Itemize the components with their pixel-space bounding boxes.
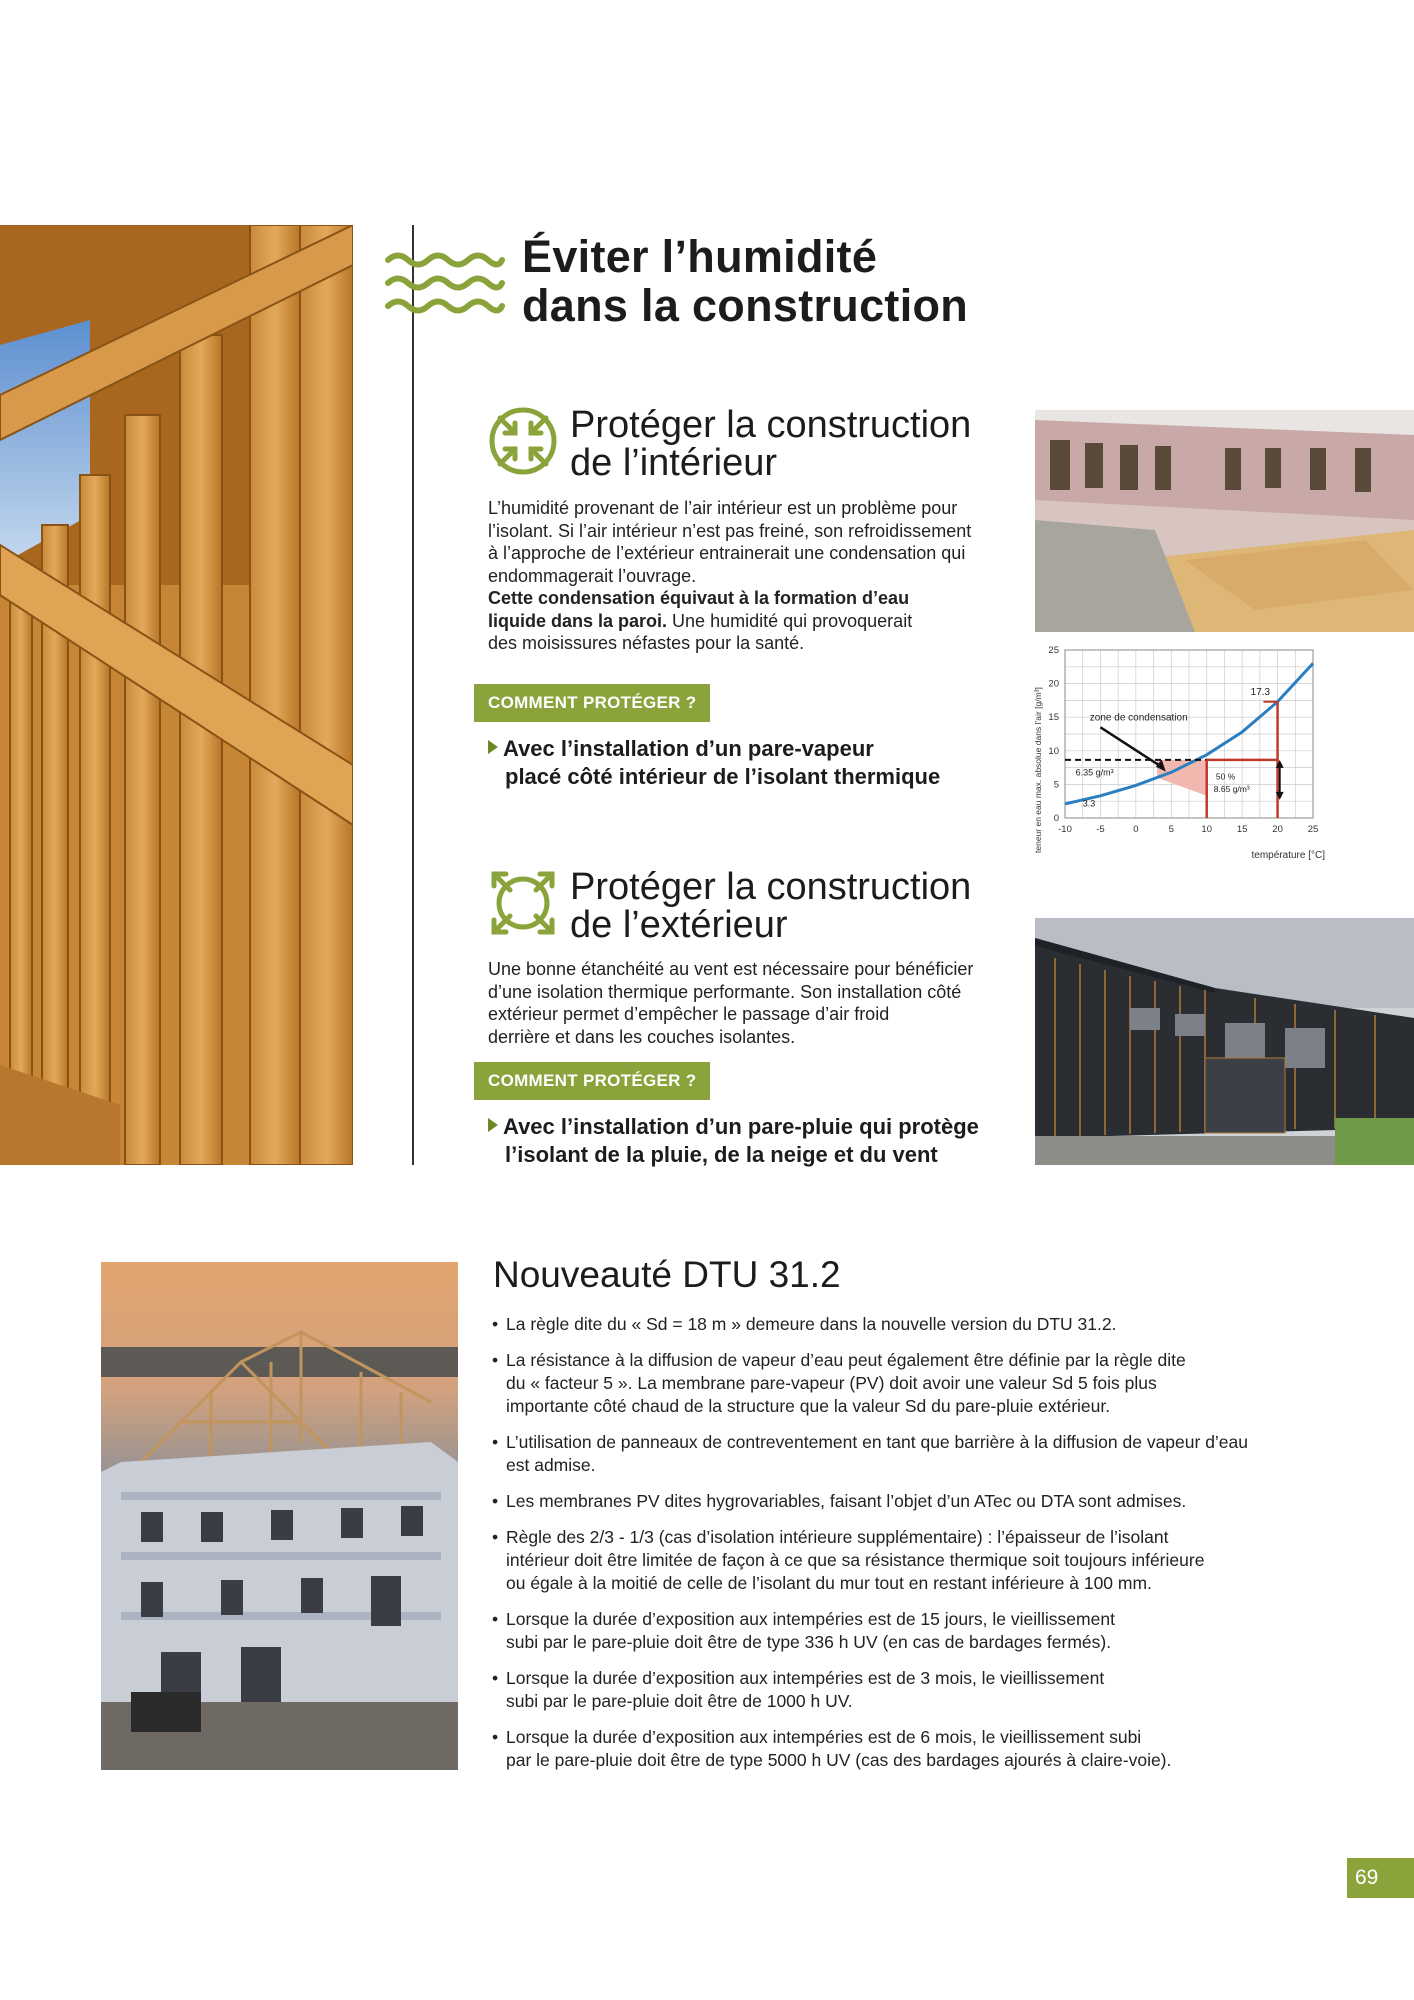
exterior-building-photo xyxy=(1035,918,1414,1165)
x-tick-label: 15 xyxy=(1236,824,1248,835)
list-item: • L’utilisation de panneaux de contreventement en tant que barrière à la diffusion de vapeur d’eau est admise. xyxy=(490,1431,1320,1477)
list-item: • La règle dite du « Sd = 18 m » demeure dans la nouvelle version du DTU 31.2. xyxy=(490,1313,1320,1336)
list-item: • Règle des 2/3 - 1/3 (cas d’isolation intérieure supplémentaire) : l’épaisseur de l’isolant intérieur doit être limitée de façon à ce que sa résistance thermique soit toujours inférieure ou égale à la moitié de celle de l’isolant du mur tout en restant inférieure à 100 mm. xyxy=(490,1526,1320,1595)
label-17-3: 17.3 xyxy=(1250,687,1271,699)
y-tick-label: 5 xyxy=(1053,779,1059,791)
label-8-65: 8.65 g/m³ xyxy=(1213,783,1250,794)
x-tick-label: 25 xyxy=(1307,824,1319,835)
waves-icon xyxy=(385,246,505,321)
x-tick-label: 0 xyxy=(1133,824,1139,835)
arrows-inward-icon xyxy=(488,406,558,476)
section-title-exterior: Protéger la construction de l’extérieur xyxy=(570,866,972,946)
x-tick-label: 5 xyxy=(1168,824,1174,835)
list-item: • La résistance à la diffusion de vapeur d’eau peut également être définie par la règle dite du « facteur 5 ». La membrane pare-vapeur (PV) doit avoir une valeur Sd 5 fois plus importante côté chaud de la structure que la valeur Sd du pare-pluie extérieur. xyxy=(490,1349,1320,1418)
dtu-title: Nouveauté DTU 31.2 xyxy=(493,1254,841,1295)
arrows-outward-icon xyxy=(488,868,558,938)
x-tick-label: -5 xyxy=(1096,824,1105,835)
condensation-chart xyxy=(1030,640,1335,865)
interior-paragraph: L’humidité provenant de l’air intérieur est un problème pour l’isolant. Si l’air intérieur n’est pas freiné, son refroidissement à l’approche de l’extérieur entrainerait une condensation qui endommagerait l’ouvrage. Cette condensation équivaut à la formation d’eau liquide dans la paroi. Une humidité qui provoquerait des moisissures néfastes pour la santé. xyxy=(488,498,972,653)
y-tick-label: 0 xyxy=(1053,813,1059,824)
comment-proteger-button-interior[interactable]: COMMENT PROTÉGER ? xyxy=(474,684,710,722)
section-title-interior: Protéger la construction de l’intérieur xyxy=(570,404,972,484)
y-tick-label: 10 xyxy=(1048,745,1059,757)
list-item: • Les membranes PV dites hygrovariables, faisant l’objet d’un ATec ou DTA sont admises. xyxy=(490,1490,1320,1513)
bullet-triangle-icon xyxy=(488,740,498,754)
condensation-zone-fill xyxy=(1157,760,1207,796)
bullet-triangle-icon xyxy=(488,1118,498,1132)
x-axis-label: température [°C] xyxy=(1251,850,1325,861)
list-item: • Lorsque la durée d’exposition aux intempéries est de 3 mois, le vieillissement subi par le pare-pluie doit être de 1000 h UV. xyxy=(490,1667,1320,1713)
exterior-solution: Avec l’installation d’un pare-pluie qui protège l’isolant de la pluie, de la neige et du vent xyxy=(488,1113,979,1169)
x-tick-label: 10 xyxy=(1201,824,1213,835)
page-number: 69 xyxy=(1347,1858,1414,1898)
construction-site-photo xyxy=(101,1262,458,1770)
divider-line xyxy=(412,225,414,1165)
y-tick-label: 25 xyxy=(1048,645,1059,656)
exterior-paragraph: Une bonne étanchéité au vent est nécessaire pour bénéficier d’une isolation thermique performante. Son installation côté extérieur permet d’empêcher le passage d’air froid derrière et dans les couches isolantes. xyxy=(488,959,974,1047)
list-item: • Lorsque la durée d’exposition aux intempéries est de 6 mois, le vieillissement subi par le pare-pluie doit être de type 5000 h UV (cas des bardages ajourés à claire-voie). xyxy=(490,1726,1320,1772)
zone-label: zone de condensation xyxy=(1089,712,1188,724)
timber-frame-photo xyxy=(0,225,353,1165)
interior-room-photo xyxy=(1035,410,1414,632)
label-3-3: 3.3 xyxy=(1082,798,1096,809)
label-6-35: 6.35 g/m³ xyxy=(1075,767,1114,778)
x-tick-label: -10 xyxy=(1058,824,1072,835)
x-tick-label: 20 xyxy=(1272,824,1283,835)
interior-solution: Avec l’installation d’un pare-vapeur placé côté intérieur de l’isolant thermique xyxy=(488,735,940,791)
page-title: Éviter l’humidité dans la construction xyxy=(522,231,969,331)
dtu-list xyxy=(490,1313,1320,1785)
list-item: • Lorsque la durée d’exposition aux intempéries est de 15 jours, le vieillissement subi par le pare-pluie doit être de type 336 h UV (en cas de bardages fermés). xyxy=(490,1608,1320,1654)
label-50-percent: 50 % xyxy=(1215,771,1236,782)
y-axis-label: teneur en eau max. absolue dans l’air [g/m³] xyxy=(1033,687,1043,853)
y-tick-label: 20 xyxy=(1048,678,1059,690)
y-tick-label: 15 xyxy=(1048,712,1059,724)
comment-proteger-button-exterior[interactable]: COMMENT PROTÉGER ? xyxy=(474,1062,710,1100)
